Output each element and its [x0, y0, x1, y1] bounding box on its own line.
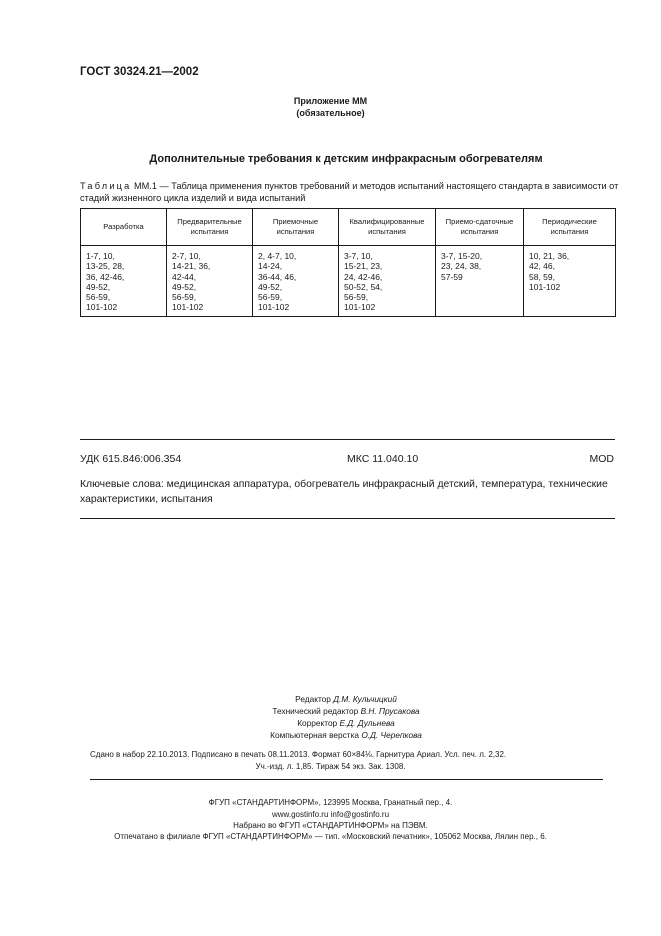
staff-tech-editor	[0, 706, 661, 718]
staff-role: Корректор	[297, 718, 338, 728]
printed-note: Отпечатано в филиале ФГУП «СТАНДАРТИНФОРМ» — тип. «Московский печатник», 105062 Москва, Лялин пер., 6.	[114, 832, 547, 841]
staff-corrector	[0, 718, 661, 730]
table-caption-text: ММ.1 — Таблица применения пунктов требований и методов испытаний настоящего стандарта в зависимости от стадий жизненного цикла изделий и вида испытаний	[80, 181, 619, 203]
table-cell: 10, 21, 36, 42, 46, 58, 59, 101-102	[524, 246, 616, 317]
table-header-row	[81, 209, 616, 246]
annex-title: Приложение ММ	[293, 96, 368, 106]
column-header-development: Разработка	[81, 209, 167, 246]
table-cell: 2-7, 10, 14-21, 36, 42-44, 49-52, 56-59, 101-102	[167, 246, 253, 317]
staff-name: Е.Д. Дульнева	[339, 718, 395, 728]
publisher-address: ФГУП «СТАНДАРТИНФОРМ», 123995 Москва, Гранатный пер., 4.	[208, 798, 453, 807]
document-code: ГОСТ 30324.21—2002	[80, 66, 199, 78]
table-caption	[80, 181, 620, 204]
staff-layout	[0, 730, 661, 742]
publication-details: Сдано в набор 22.10.2013. Подписано в печать 08.11.2013. Формат 60×84⅛. Гарнитура Ариал. Усл. печ. л. 2,32.	[90, 750, 507, 759]
column-header-periodic: Периодические испытания	[524, 209, 616, 246]
staff-name: О.Д. Черепкова	[361, 730, 422, 740]
table-caption-word: Таблица	[80, 181, 132, 191]
table-cell: 2, 4-7, 10, 14-24, 36-44, 46, 49-52, 56-59, 101-102	[253, 246, 339, 317]
mod-label: MOD	[589, 453, 614, 465]
imprint-divider	[90, 779, 603, 780]
staff-editor	[0, 694, 661, 706]
table-cell: 3-7, 10, 15-21, 23, 24, 42-46, 50-52, 54, 56-59, 101-102	[339, 246, 436, 317]
publication-print-run: Уч.-изд. л. 1,85. Тираж 54 экз. Зак. 1308.	[255, 762, 406, 771]
staff-name: Д.М. Кульчицкий	[333, 694, 397, 704]
staff-role: Компьютерная верстка	[270, 730, 360, 740]
mks-code: МКС 11.040.10	[347, 453, 419, 465]
staff-name: В.Н. Прусакова	[360, 706, 420, 716]
typeset-note: Набрано во ФГУП «СТАНДАРТИНФОРМ» на ПЭВМ.	[233, 821, 428, 830]
table-row	[81, 246, 616, 317]
divider-bottom	[80, 518, 615, 519]
publisher-contacts: www.gostinfo.ru info@gostinfo.ru	[271, 810, 390, 819]
staff-role: Технический редактор	[272, 706, 359, 716]
staff-role: Редактор	[295, 694, 331, 704]
table-cell: 1-7, 10, 13-25, 28, 36, 42-46, 49-52, 56-59, 101-102	[81, 246, 167, 317]
column-header-qualification: Квалифицированные испытания	[339, 209, 436, 246]
table-cell: 3-7, 15-20, 23, 24, 38, 57-59	[436, 246, 524, 317]
divider-top	[80, 439, 615, 440]
column-header-acceptance: Приемочные испытания	[253, 209, 339, 246]
keywords: Ключевые слова: медицинская аппаратура, обогреватель инфракрасный детский, температура, технические характеристики, испытания	[80, 479, 608, 505]
requirements-table	[80, 208, 616, 317]
column-header-preliminary: Предварительные испытания	[167, 209, 253, 246]
annex-status: (обязательное)	[296, 108, 365, 118]
udk-code: УДК 615.846:006.354	[80, 453, 182, 465]
column-header-delivery: Приемо-сдаточные испытания	[436, 209, 524, 246]
section-title: Дополнительные требования к детским инфракрасным обогревателям	[149, 153, 543, 165]
